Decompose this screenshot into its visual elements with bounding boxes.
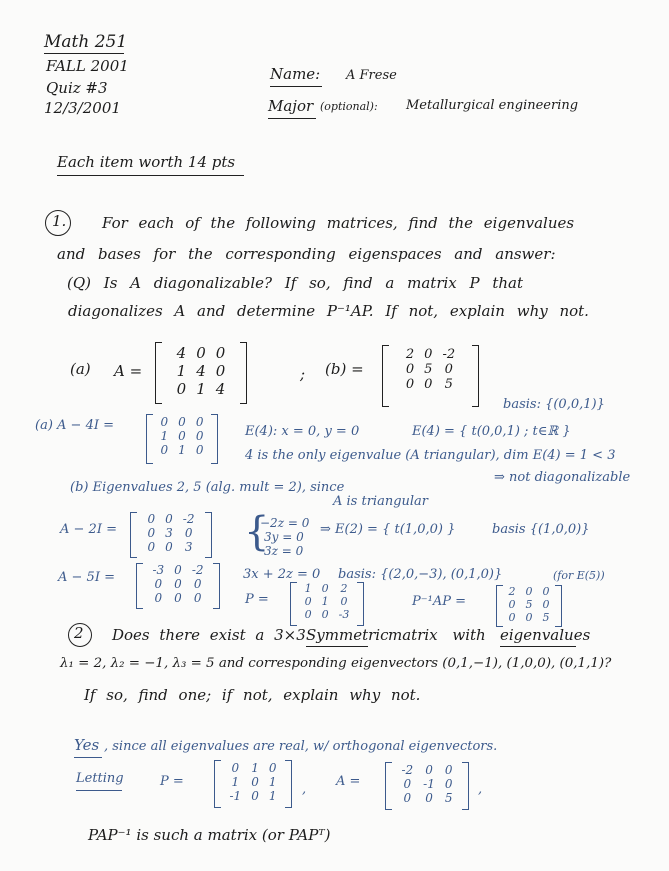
course-underline — [44, 53, 124, 54]
basis-note-a: basis: {(0,0,1)} — [503, 397, 605, 412]
matrix-a — [155, 342, 247, 404]
matrix-cell: 0 — [196, 344, 206, 362]
name-underline — [270, 86, 322, 87]
points-note: Each item worth 14 pts — [57, 153, 236, 171]
matrix-cell: 1 — [304, 582, 312, 595]
name-value: A Frese — [346, 68, 397, 83]
matrix-cell: 0 — [405, 377, 415, 392]
matrix-cell: 0 — [321, 582, 329, 595]
matrix-cell: 0 — [193, 577, 202, 591]
matrix-cell: -2 — [182, 512, 195, 526]
matrix-cell: 0 — [174, 591, 182, 605]
part-b-label: (b) = — [325, 360, 364, 378]
matrix-cell: 0 — [444, 763, 453, 777]
e2-basis: basis {(1,0,0)} — [492, 522, 590, 537]
course-title: Math 251 — [44, 32, 128, 52]
matrix-cell: 1 — [268, 789, 277, 803]
comma-sep: , — [302, 782, 307, 797]
matrix-cell: 0 — [174, 577, 182, 591]
eigenvalues-underline — [500, 646, 576, 647]
answer2-yes: Yes — [74, 736, 100, 754]
letting-underline — [76, 790, 122, 791]
a-minus-4i-label: (a) A − 4I = — [35, 418, 115, 433]
matrix-a-minus-4i — [146, 414, 218, 464]
major-underline — [268, 118, 316, 119]
matrix-cell: 5 — [525, 598, 533, 611]
q2-symmetric: Symmetric — [306, 626, 389, 644]
matrix-cell: 0 — [525, 585, 533, 598]
system-eq-1: −2z = 0 — [260, 516, 310, 530]
triangular-note: A is triangular — [333, 494, 429, 509]
letting-label: Letting — [76, 771, 124, 786]
matrix-cell: 0 — [304, 608, 312, 621]
matrix-cell: 0 — [147, 526, 156, 540]
yes-underline — [74, 757, 102, 758]
matrix-cell: 1 — [268, 775, 277, 789]
q2-line2: λ₁ = 2, λ₂ = −1, λ₃ = 5 and corresponding eigenvectors (0,1,−1), (1,0,0), (0,1,1)? — [60, 656, 612, 671]
matrix-cell: -3 — [152, 563, 165, 577]
matrix-cell: -2 — [191, 563, 204, 577]
q1-number: 1. — [52, 212, 67, 230]
final-answer: PAP⁻¹ is such a matrix (or PAPᵀ) — [88, 826, 331, 844]
matrix-cell: 0 — [215, 362, 226, 380]
p-label-b: P = — [245, 592, 269, 607]
points-underline — [57, 175, 244, 176]
e4-set: E(4) = { t(0,0,1) ; t∈ℝ } — [412, 424, 571, 439]
q2-line1c: matrix with — [388, 626, 486, 644]
matrix-cell: 0 — [193, 591, 202, 605]
q2-line1a: Does there exist a 3×3 — [112, 626, 306, 644]
matrix-cell: 0 — [444, 777, 453, 791]
separator: ; — [300, 365, 306, 383]
name-label: Name: — [270, 65, 321, 83]
quiz-number: Quiz #3 — [46, 79, 108, 97]
matrix-cell: 0 — [165, 540, 173, 554]
a-label-2: A = — [336, 774, 361, 789]
a-equals: A = — [114, 362, 143, 380]
matrix-cell: 1 — [231, 775, 240, 789]
matrix-cell: 1 — [178, 443, 186, 457]
q2-number: 2 — [74, 624, 84, 642]
q2-line3: If so, find one; if not, explain why not. — [84, 686, 421, 704]
matrix-b — [382, 345, 479, 407]
matrix-cell: 5 — [542, 611, 550, 624]
matrix-cell: -1 — [423, 777, 435, 791]
matrix-cell: 0 — [251, 775, 259, 789]
matrix-cell: 0 — [425, 763, 433, 777]
matrix-cell: 4 — [176, 344, 187, 362]
matrix-cell: 3 — [184, 540, 193, 554]
matrix-cell: 0 — [165, 512, 173, 526]
part-a-label: (a) — [70, 360, 91, 378]
matrix-cell: 3 — [165, 526, 173, 540]
matrix-cell: 1 — [176, 362, 187, 380]
matrix-cell: 0 — [304, 595, 312, 608]
matrix-cell: 0 — [231, 761, 240, 775]
a-minus-2i-label: A − 2I = — [60, 522, 117, 537]
matrix-cell: 0 — [154, 577, 163, 591]
matrix-cell: 0 — [178, 429, 186, 443]
matrix-cell: 0 — [425, 791, 433, 805]
matrix-cell: 0 — [160, 415, 169, 429]
matrix-cell: 0 — [405, 362, 415, 377]
matrix-pap — [496, 585, 562, 627]
matrix-p-b — [290, 582, 364, 626]
term: FALL 2001 — [46, 57, 129, 75]
q1-line2: and bases for the corresponding eigenspaces and answer: — [57, 245, 556, 263]
matrix-cell: 2 — [508, 585, 516, 598]
matrix-cell: 0 — [508, 611, 516, 624]
e5-equation: 3x + 2z = 0 — [243, 567, 321, 582]
matrix-cell: 0 — [195, 415, 204, 429]
matrix-cell: 0 — [340, 595, 348, 608]
e5-basis: basis: {(2,0,−3), (0,1,0)} — [338, 567, 503, 582]
p-label-2: P = — [160, 774, 184, 789]
matrix-cell: 4 — [215, 380, 226, 398]
matrix-cell: 0 — [178, 415, 186, 429]
q2-eigenvalues: eigenvalues — [500, 626, 591, 644]
e4-equation: E(4): x = 0, y = 0 — [245, 424, 360, 439]
q1-line3: (Q) Is A diagonalizable? If so, find a matrix P that — [67, 274, 524, 292]
q1-line1: For each of the following matrices, find the eigenvalues — [102, 214, 575, 232]
matrix-a-minus-5i — [136, 563, 220, 609]
matrix-cell: 0 — [508, 598, 516, 611]
matrix-cell: -3 — [338, 608, 350, 621]
major-value: Metallurgical engineering — [406, 98, 579, 113]
matrix-cell: 1 — [321, 595, 329, 608]
matrix-cell: 0 — [403, 777, 412, 791]
matrix-cell: 1 — [251, 761, 259, 775]
major-hint: (optional): — [320, 100, 378, 113]
matrix-cell: 4 — [196, 362, 206, 380]
matrix-cell: 0 — [542, 585, 550, 598]
answer2-reason: , since all eigenvalues are real, w/ orthogonal eigenvectors. — [104, 739, 498, 754]
matrix-cell: 5 — [444, 377, 453, 392]
system-eq-2: 3y = 0 — [264, 530, 304, 544]
eigenvalues-b-line: (b) Eigenvalues 2, 5 (alg. mult = 2), since — [70, 480, 345, 495]
only-eigenvalue-line: 4 is the only eigenvalue (A triangular), dim E(4) = 1 < 3 — [245, 448, 616, 463]
matrix-cell: 0 — [424, 377, 433, 392]
major-label: Major — [268, 97, 314, 115]
matrix-cell: 0 — [195, 443, 204, 457]
matrix-cell: 0 — [174, 563, 182, 577]
matrix-cell: 0 — [195, 429, 204, 443]
pap-label: P⁻¹AP = — [412, 594, 466, 609]
q1-line4: diagonalizes A and determine P⁻¹AP. If not, explain why not. — [68, 302, 589, 320]
symmetric-underline — [306, 646, 368, 647]
matrix-cell: 0 — [147, 512, 156, 526]
matrix-cell: 0 — [444, 362, 453, 377]
matrix-cell: -1 — [229, 789, 242, 803]
matrix-cell: 5 — [424, 362, 433, 377]
matrix-cell: 0 — [184, 526, 193, 540]
matrix-cell: 0 — [160, 443, 169, 457]
matrix-cell: 0 — [154, 591, 163, 605]
e5-note: (for E(5)) — [553, 569, 605, 582]
matrix-p-2 — [214, 760, 292, 808]
matrix-cell: 2 — [340, 582, 348, 595]
matrix-cell: 5 — [444, 791, 453, 805]
matrix-cell: 0 — [215, 344, 226, 362]
e2-set: ⇒ E(2) = { t(1,0,0) } — [320, 522, 456, 537]
a-minus-5i-label: A − 5I = — [58, 570, 115, 585]
quiz-date: 12/3/2001 — [44, 99, 121, 117]
matrix-cell: 0 — [147, 540, 156, 554]
matrix-a-minus-2i — [130, 512, 212, 558]
matrix-cell: 0 — [424, 347, 433, 362]
matrix-cell: 0 — [542, 598, 550, 611]
system-eq-3: 3z = 0 — [264, 544, 304, 558]
matrix-cell: 0 — [176, 380, 187, 398]
matrix-cell: 0 — [403, 791, 412, 805]
matrix-cell: 0 — [251, 789, 259, 803]
matrix-cell: 0 — [268, 761, 277, 775]
matrix-cell: -2 — [442, 347, 456, 362]
matrix-a-2 — [385, 762, 469, 810]
matrix-cell: 0 — [321, 608, 329, 621]
matrix-cell: 2 — [405, 347, 415, 362]
matrix-cell: -2 — [401, 763, 414, 777]
conclusion-a: ⇒ not diagonalizable — [494, 470, 631, 485]
comma-sep-2: , — [478, 782, 483, 797]
system-brace: { — [244, 509, 270, 555]
matrix-cell: 0 — [525, 611, 533, 624]
matrix-cell: 1 — [196, 380, 206, 398]
matrix-cell: 1 — [160, 429, 169, 443]
